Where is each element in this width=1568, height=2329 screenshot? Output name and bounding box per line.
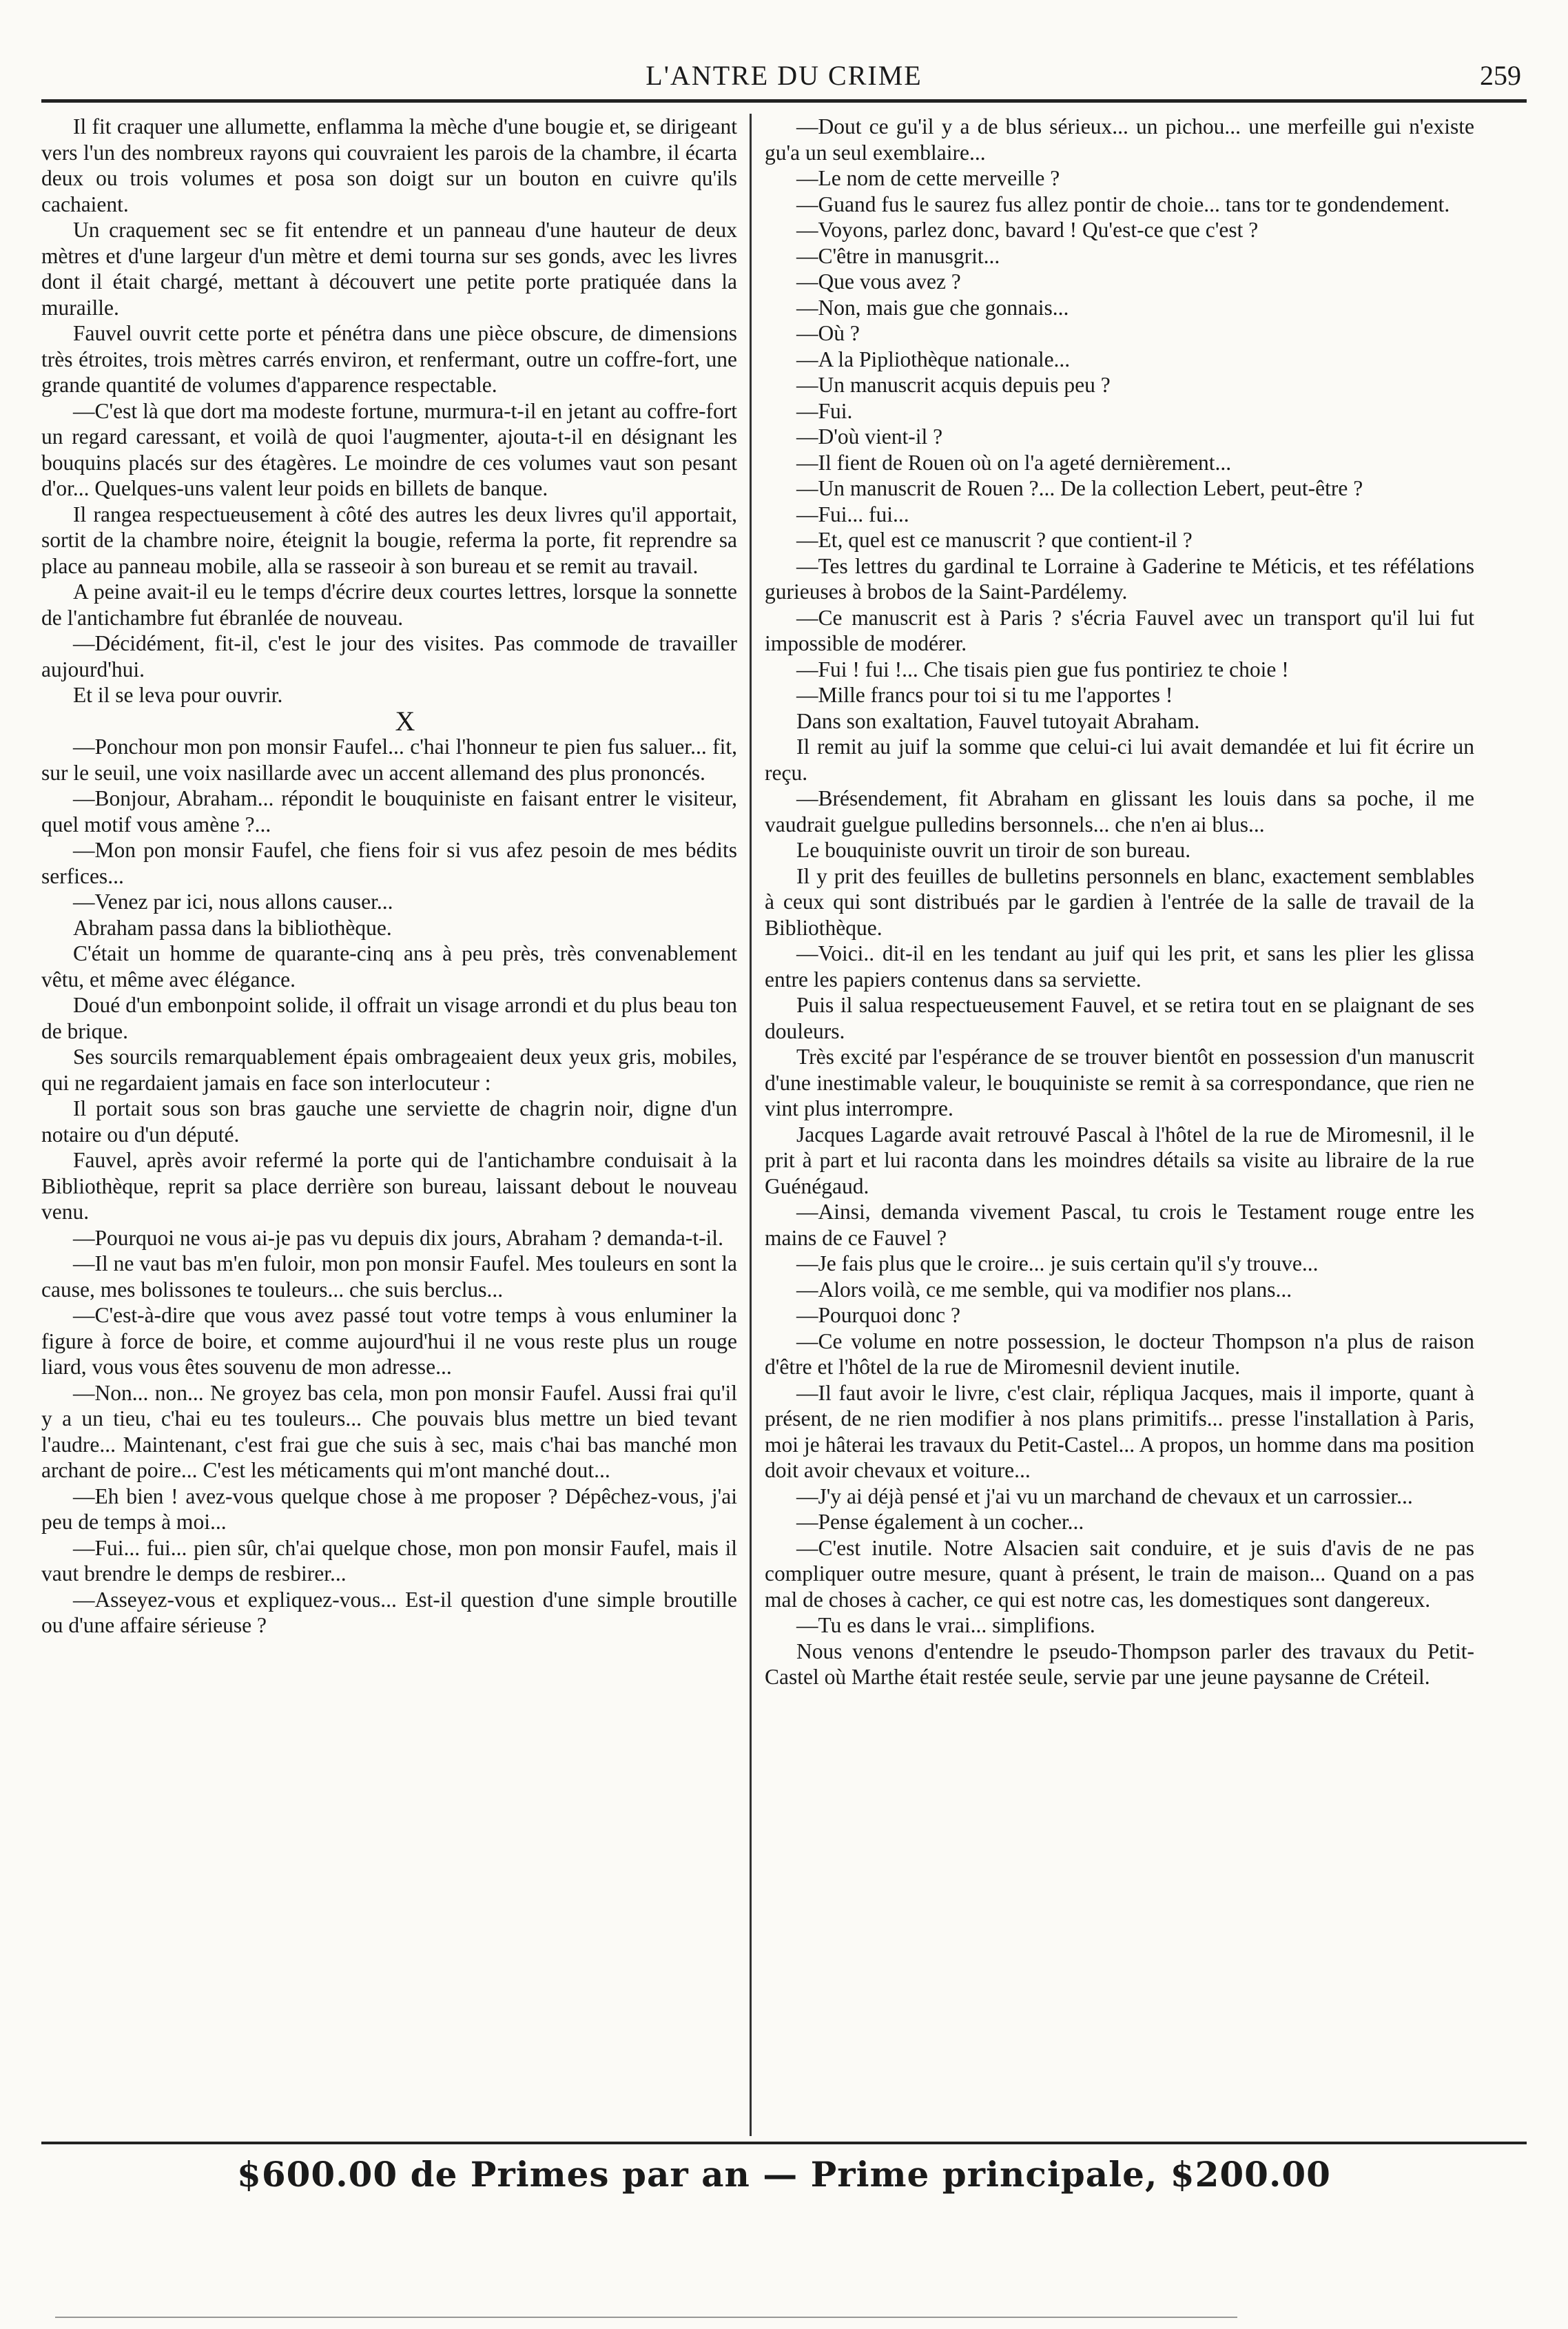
column-divider bbox=[750, 114, 752, 2136]
paragraph: —Mon pon monsir Faufel, che fiens foir si vus afez pesoin de mes bédits serfices... bbox=[41, 838, 737, 888]
paragraph: Le bouquiniste ouvrit un tiroir de son bureau. bbox=[796, 838, 1191, 862]
paragraph: —Fui... fui... bbox=[796, 502, 909, 526]
paragraph: —Alors voilà, ce me semble, qui va modifier nos plans... bbox=[796, 1277, 1292, 1302]
paragraph: —Que vous avez ? bbox=[796, 269, 961, 294]
chapter-heading: X bbox=[395, 705, 415, 737]
paragraph: Il fit craquer une allumette, enflamma la mèche d'une bougie et, se dirigeant vers l'un des nombreux rayons qui couvraient les parois de la chambre, il écarta deux ou trois volumes et posa son doigt sur un bouton en cuivre qu'ils cachaient. bbox=[41, 114, 737, 216]
paragraph: —Il faut avoir le livre, c'est clair, répliqua Jacques, mais il importe, quant à présent, de ne rien modifier à nos plans primitifs... presse l'installation à Paris, moi je hâterai les travaux du Petit-Castel... A propos, un homme dans ma position doit avoir chevaux et voiture... bbox=[765, 1380, 1474, 1482]
paragraph: —D'où vient-il ? bbox=[796, 424, 943, 449]
page-header bbox=[41, 58, 1527, 103]
paragraph: —J'y ai déjà pensé et j'ai vu un marchand de chevaux et un carrossier... bbox=[796, 1484, 1413, 1508]
paragraph: —A la Pipliothèque nationale... bbox=[796, 347, 1071, 371]
paragraph: —Fui ! fui !... Che tisais pien gue fus pontiriez te choie ! bbox=[796, 657, 1289, 681]
paragraph: C'était un homme de quarante-cinq ans à peu près, très convenablement vêtu, et même avec élégance. bbox=[41, 941, 737, 992]
paragraph: Il y prit des feuilles de bulletins personnels en blanc, exactement semblables à ceux qui sont distribués par le gardien à l'entrée de la salle de travail de la Bibliothèque. bbox=[765, 863, 1474, 940]
paragraph: A peine avait-il eu le temps d'écrire deux courtes lettres, lorsque la sonnette de l'antichambre fut ébranlée de nouveau. bbox=[41, 579, 737, 630]
paragraph: —Asseyez-vous et expliquez-vous... Est-il question d'une simple broutille ou d'une affaire sérieuse ? bbox=[41, 1587, 737, 1637]
running-title: L'ANTRE DU CRIME bbox=[646, 60, 922, 91]
paragraph: —Le nom de cette merveille ? bbox=[796, 166, 1060, 190]
paragraph: —Et, quel est ce manuscrit ? que contient-il ? bbox=[796, 528, 1193, 552]
paragraph: Fauvel, après avoir refermé la porte qui de l'antichambre conduisait à la Bibliothèque, reprit sa place derrière son bureau, laissant debout le nouveau venu. bbox=[41, 1148, 737, 1224]
paragraph: —Il fient de Rouen où on l'a ageté dernièrement... bbox=[796, 450, 1232, 475]
footer-rule bbox=[41, 2142, 1527, 2144]
paragraph: —Ce volume en notre possession, le docteur Thompson n'a plus de raison d'être et l'hôtel de la rue de Miromesnil devient inutile. bbox=[765, 1328, 1474, 1379]
paragraph: Abraham passa dans la bibliothèque. bbox=[73, 915, 392, 940]
left-column bbox=[41, 114, 737, 2126]
paragraph: —Non, mais gue che gonnais... bbox=[796, 295, 1069, 320]
paragraph: —Décidément, fit-il, c'est le jour des visites. Pas commode de travailler aujourd'hui. bbox=[41, 631, 737, 681]
paragraph: Et il se leva pour ouvrir. bbox=[73, 683, 283, 707]
paragraph: —Un manuscrit de Rouen ?... De la collection Lebert, peut-être ? bbox=[796, 476, 1363, 500]
page-number: 259 bbox=[1480, 60, 1521, 91]
paragraph: —Ce manuscrit est à Paris ? s'écria Fauvel avec un transport qu'il lui fut impossible de modérer. bbox=[765, 605, 1474, 655]
paragraph: —Pense également à un cocher... bbox=[796, 1510, 1084, 1534]
paragraph: Un craquement sec se fit entendre et un panneau d'une hauteur de deux mètres et d'une largeur d'un mètre et demi tourna sur ses gonds, avec les livres dont il était chargé, mettant à découvert une petite porte pratiquée dans la muraille. bbox=[41, 218, 737, 320]
paragraph: —Tu es dans le vrai... simplifions. bbox=[796, 1613, 1095, 1637]
paragraph: —Eh bien ! avez-vous quelque chose à me proposer ? Dépêchez-vous, j'ai peu de temps à moi... bbox=[41, 1484, 737, 1534]
paragraph: —Pourquoi donc ? bbox=[796, 1303, 960, 1327]
paragraph: —Venez par ici, nous allons causer... bbox=[73, 890, 393, 914]
paragraph: —Brésendement, fit Abraham en glissant les louis dans sa poche, il me vaudrait guelgue pulledins bersonnels... che n'en ai blus... bbox=[765, 786, 1474, 837]
right-paragraphs bbox=[765, 114, 1474, 1690]
paragraph: —Où ? bbox=[796, 321, 860, 345]
paragraph: —C'est inutile. Notre Alsacien sait conduire, et je suis d'avis de ne pas compliquer outre mesure, quant à présent, le train de maison... Quand on a pas mal de choses à cacher, ce qui est notre cas, les domestiques sont dangereux. bbox=[765, 1535, 1474, 1612]
right-column bbox=[765, 114, 1474, 2126]
paragraph: —Ainsi, demanda vivement Pascal, tu crois le Testament rouge entre les mains de ce Fauvel ? bbox=[765, 1200, 1474, 1250]
paragraph: Jacques Lagarde avait retrouvé Pascal à l'hôtel de la rue de Miromesnil, il le prit à part et lui raconta dans les moindres détails sa visite au libraire de la rue Guénégaud. bbox=[765, 1122, 1474, 1198]
paragraph: —C'est là que dort ma modeste fortune, murmura-t-il en jetant au coffre-fort un regard caressant, et voilà de quoi l'augmenter, ajouta-t-il en désignant les bouquins placés sur des étagères. Le moindre de ces volumes vaut son pesant d'or... Quelques-uns valent leur poids en billets de banque. bbox=[41, 398, 737, 500]
paragraph: Il portait sous son bras gauche une serviette de chagrin noir, digne d'un notaire ou d'un député. bbox=[41, 1096, 737, 1147]
paragraph: Fauvel ouvrit cette porte et pénétra dans une pièce obscure, de dimensions très étroites, trois mètres carrés environ, et renfermant, outre un coffre-fort, une grande quantité de volumes d'apparence respectable. bbox=[41, 321, 737, 397]
paragraph: —Il ne vaut bas m'en fuloir, mon pon monsir Faufel. Mes touleurs en sont la cause, mes bolissones te touleurs... che suis berclus... bbox=[41, 1251, 737, 1302]
paragraph: —Pourquoi ne vous ai-je pas vu depuis dix jours, Abraham ? demanda-t-il. bbox=[73, 1225, 723, 1250]
paragraph: Puis il salua respectueusement Fauvel, et se retira tout en se plaignant de ses douleurs. bbox=[765, 993, 1474, 1043]
left-paragraphs-before bbox=[41, 114, 737, 708]
paragraph: —Mille francs pour toi si tu me l'apportes ! bbox=[796, 683, 1173, 707]
premium-banner: $600.00 de Primes par an — Prime principale, $200.00 bbox=[237, 2154, 1331, 2195]
paragraph: —Un manuscrit acquis depuis peu ? bbox=[796, 373, 1111, 397]
paragraph: —Fui. bbox=[796, 398, 853, 423]
paragraph: Très excité par l'espérance de se trouver bientôt en possession d'un manuscrit d'une inestimable valeur, le bouquiniste se remit à sa correspondance, que rien ne vint plus interrompre. bbox=[765, 1045, 1474, 1120]
left-paragraphs-after bbox=[41, 734, 737, 1639]
paragraph: Doué d'un embonpoint solide, il offrait un visage arrondi et du plus beau ton de brique. bbox=[41, 993, 737, 1043]
paragraph: —Voyons, parlez donc, bavard ! Qu'est-ce que c'est ? bbox=[796, 218, 1259, 242]
paragraph: —C'est-à-dire que vous avez passé tout votre temps à vous enluminer la figure à force de boire, et comme aujourd'hui il ne vous reste plus un rouge liard, vous vous êtes souvenu de mon adresse... bbox=[41, 1303, 737, 1379]
paragraph: Ses sourcils remarquablement épais ombrageaient deux yeux gris, mobiles, qui ne regardaient jamais en face son interlocuteur : bbox=[41, 1045, 737, 1095]
paragraph: Dans son exaltation, Fauvel tutoyait Abraham. bbox=[796, 708, 1200, 733]
paragraph: —Guand fus le saurez fus allez pontir de choie... tans tor te gondendement. bbox=[796, 192, 1450, 216]
paragraph: —C'être in manusgrit... bbox=[796, 243, 1000, 268]
paragraph: —Tes lettres du gardinal te Lorraine à Gaderine te Méticis, et tes réfélations gurieuses à brobos de la Saint-Pardélemy. bbox=[765, 553, 1474, 604]
paragraph: Nous venons d'entendre le pseudo-Thompson parler des travaux du Petit-Castel où Marthe était restée seule, servie par une jeune paysanne de Créteil. bbox=[765, 1639, 1474, 1689]
bottom-rule bbox=[55, 2317, 1237, 2318]
paragraph: —Voici.. dit-il en les tendant au juif qui les prit, et sans les plier les glissa entre les papiers contenus dans sa serviette. bbox=[765, 941, 1474, 992]
paragraph: —Bonjour, Abraham... répondit le bouquiniste en faisant entrer le visiteur, quel motif vous amène ?... bbox=[41, 786, 737, 837]
paragraph: —Je fais plus que le croire... je suis certain qu'il s'y trouve... bbox=[796, 1251, 1319, 1275]
paragraph: Il rangea respectueusement à côté des autres les deux livres qu'il apportait, sortit de la chambre noire, éteignit la bougie, referma la porte, fit reprendre sa place au panneau mobile, alla se rasseoir à son bureau et se remit au travail. bbox=[41, 502, 737, 578]
paragraph: —Ponchour mon pon monsir Faufel... c'hai l'honneur te pien fus saluer... fit, sur le seuil, une voix nasillarde avec un accent allemand des plus prononcés. bbox=[41, 735, 737, 785]
paragraph: —Non... non... Ne groyez bas cela, mon pon monsir Faufel. Aussi frai qu'il y a un tieu, c'hai eu tes touleurs... Che pouvais blus mettre un bied tevant l'audre... Maintenant, c'est frai gue che suis à sec, mais c'hai bas manché mon archant de poire... C'est les méticaments qui m'ont manché dout... bbox=[41, 1380, 737, 1482]
paragraph: Il remit au juif la somme que celui-ci lui avait demandée et lui fit écrire un reçu. bbox=[765, 735, 1474, 785]
paragraph: —Fui... fui... pien sûr, ch'ai quelque chose, mon pon monsir Faufel, mais il vaut brendre le demps de resbirer... bbox=[41, 1535, 737, 1586]
paragraph: —Dout ce gu'il y a de blus sérieux... un pichou... une merfeille gui n'existe gu'a un seul exemblaire... bbox=[765, 114, 1474, 165]
